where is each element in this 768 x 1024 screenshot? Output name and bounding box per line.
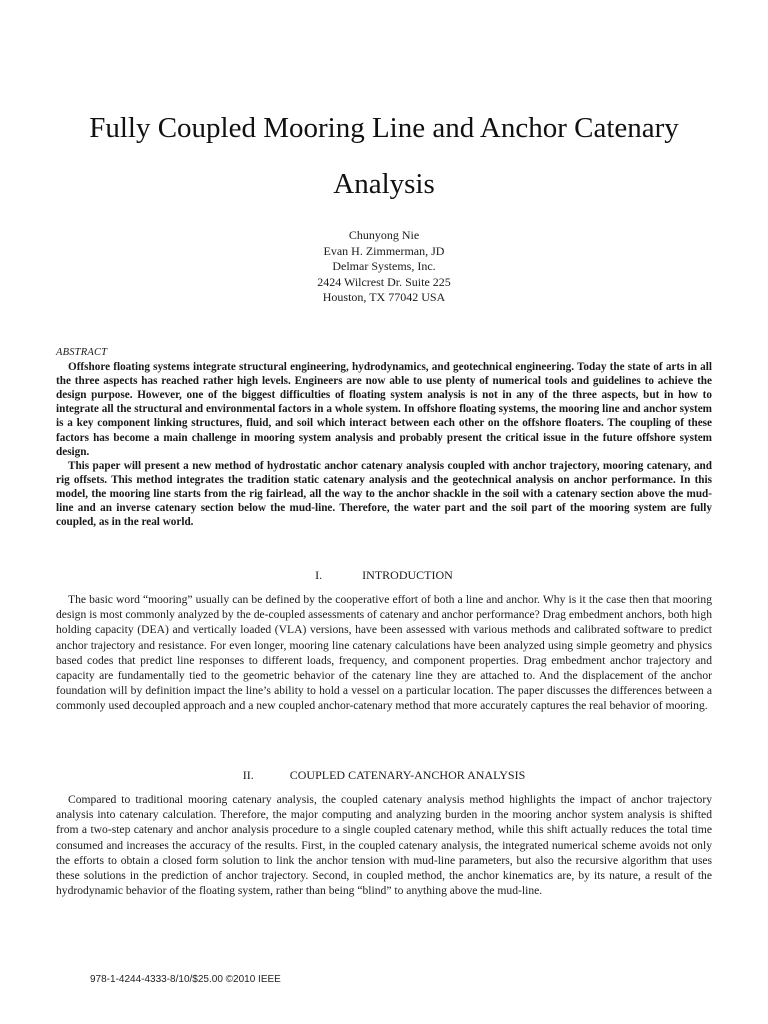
address-line: 2424 Wilcrest Dr. Suite 225 [317, 274, 451, 289]
abstract [56, 346, 712, 529]
abstract-paragraph: Offshore floating systems integrate structural engineering, hydrodynamics, and geotechnical engineering. Today the state of arts in all the three aspects has reached rather high levels. Engineers are now able to use plenty of numerical tools and guidelines to achieve the design purpose. However, one of the biggest difficulties of floating system analysis is not in any of the three aspects, but in how to integrate all the structural and environmental factors in a whole system. In offshore floating systems, the mooring line and anchor system is a key component linking structures, fluid, and soil which interact between each other on the offshore floaters. The coupling of these factors has become a main challenge in mooring system analysis and probably present the critical issue in the future offshore system design. [56, 361, 712, 458]
abstract-label: ABSTRACT [56, 347, 108, 358]
affiliation: Delmar Systems, Inc. [332, 259, 436, 273]
author-name: Chunyong Nie [348, 228, 420, 242]
author-name: Evan H. Zimmerman, JD [323, 243, 445, 258]
author-block [200, 228, 568, 306]
section-body-coupled-analysis: Compared to traditional mooring catenary analysis, the coupled catenary analysis method highlights the impact of anchor trajectory analysis into catenary calculation. Therefore, the major computing and analyzing burden in the mooring anchor system analysis is shifted from a two-step catenary and anchor analysis procedure to a single coupled catenary method, while this shift actually reduces the total time consumed and increases the accuracy of the results. First, in the coupled catenary analysis, the integrated numerical scheme avoids not only the efforts to obtain a closed form solution to link the anchor tension with mud-line parameters, but also the recursive algorithm that uses these solutions in the prediction of anchor trajectory. Second, in coupled method, the anchor kinematics are, by its nature, a result of the hydrodynamic behavior of the floating system, rather than being “blind” to anything above the mud-line. [56, 793, 712, 898]
address-line: Houston, TX 77042 USA [322, 290, 446, 304]
abstract-paragraph: This paper will present a new method of hydrostatic anchor catenary analysis coupled with anchor trajectory, mooring catenary, and rig offsets. This method integrates the tradition static catenary analysis and the geotechnical analysis on anchor performance. In this model, the mooring line starts from the rig fairlead, all the way to the anchor shackle in the soil with a catenary section above the mud-line and an inverse catenary section below the mud-line. Therefore, the water part and the soil part of the mooring system are fully coupled, as in the real world. [56, 459, 712, 529]
paper-title: Fully Coupled Mooring Line and Anchor Catenary Analysis [89, 112, 679, 200]
section-title: INTRODUCTION [362, 568, 453, 582]
section-number: II. [242, 768, 254, 782]
section-heading-introduction [56, 568, 712, 583]
copyright-footer: 978-1-4244-4333-8/10/$25.00 ©2010 IEEE [90, 974, 281, 985]
section-heading-coupled-analysis [56, 768, 712, 783]
section-number: I. [315, 568, 323, 582]
section-body-introduction: The basic word “mooring” usually can be defined by the cooperative effort of both a line and anchor. Why is it the case then that mooring design is most commonly analyzed by the de-coupled assessments of catenary and anchor performance? Drag embedment anchors, both high holding capacity (DEA) and vertically loaded (VLA) versions, have been assessed with various methods and calibrated software to predict anchor trajectory and resistance. For even longer, mooring line catenary calculations have been analyzed using simple geometry and physics based codes that predict line responses to different loads, frequency, and component properties. Drag embedment anchor trajectory and capacity are fundamentally tied to the geometric behavior of the catenary line they are attached to. And the displacement of the anchor foundation will by definition impact the line’s ability to hold a vessel on a particular location. The paper discusses the differences between a commonly used decoupled approach and a new coupled anchor-catenary method that more accurately captures the real behavior of mooring. [56, 593, 712, 713]
section-title: COUPLED CATENARY-ANCHOR ANALYSIS [289, 768, 526, 782]
